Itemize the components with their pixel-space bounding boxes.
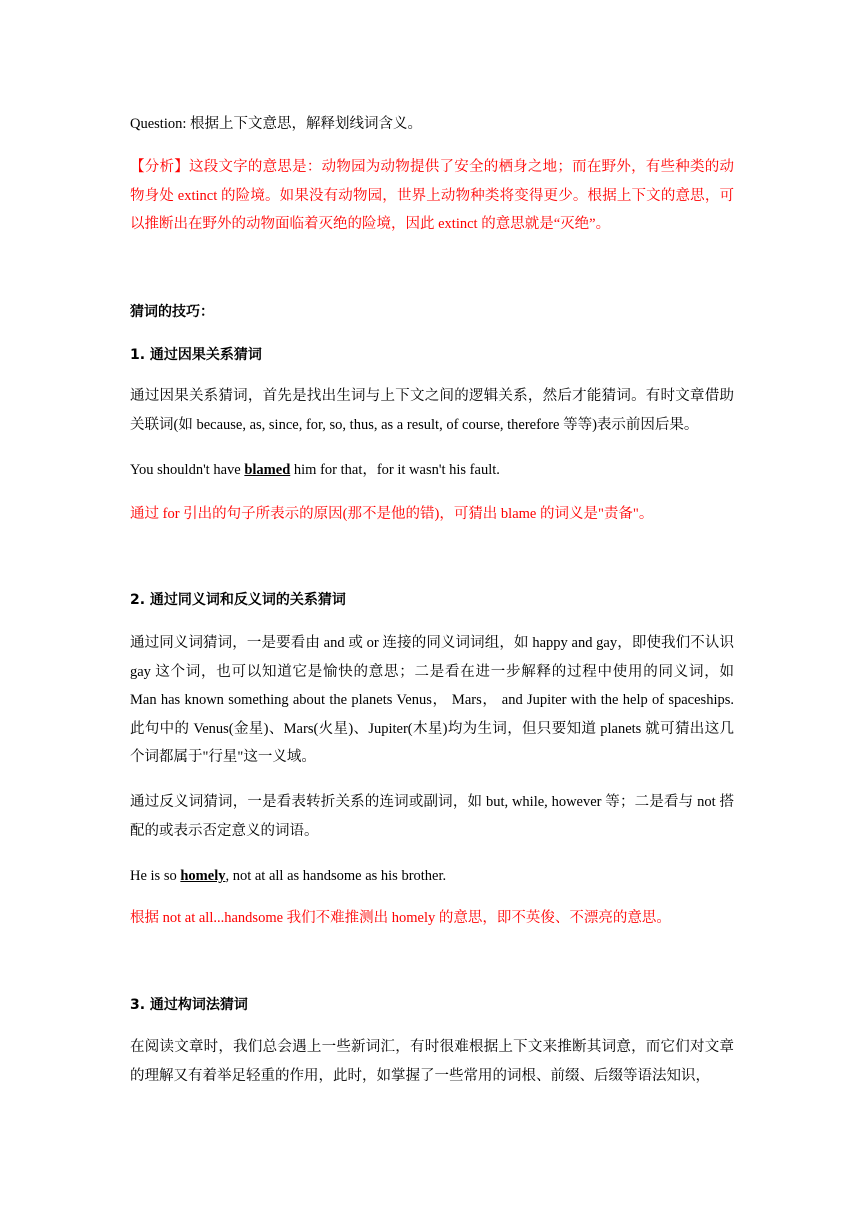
analysis-label: 【分析】 — [130, 159, 189, 175]
section3-body: 在阅读文章时，我们总会遇上一些新词汇，有时很难根据上下文来推断其词意，而它们对文章的理解又有着举足轻重的作用，此时，如掌握了一些常用的词根、前缀、后缀等语法知识， — [130, 1039, 734, 1084]
analysis-text: 这段文字的意思是：动物园为动物提供了安全的栖身之地；而在野外，有些种类的动物身处 extinct 的险境。如果没有动物园，世界上动物种类将变得更少。根据上下文的意思，可以推断出在野外的动物面临着灭绝的险境，因此 extinct 的意思就是“灭绝”。 — [130, 159, 734, 232]
section2-example-before: He is so — [130, 868, 181, 884]
section2-example-after: , not at all as handsome as his brother. — [225, 868, 447, 884]
section1-example-after: him for that，for it wasn't his fault. — [290, 462, 500, 478]
section1-example-word: blamed — [244, 462, 291, 478]
section3-heading: 3. 通过构词法猜词 — [130, 997, 248, 1013]
section2-note: 根据 not at all...handsome 我们不难推测出 homely 的意思，即不英俊、不漂亮的意思。 — [130, 910, 671, 926]
section1-example — [130, 456, 734, 485]
section1-heading: 1. 通过因果关系猜词 — [130, 347, 262, 363]
analysis-paragraph — [130, 153, 734, 239]
section2-body1: 通过同义词猜词，一是要看由 and 或 or 连接的同义词词组，如 happy and gay，即使我们不认识 gay 这个词，也可以知道它是愉快的意思；二是看在进一步解释的过程中使用的同义词，如 Man has known something about the planets Venus， Mars， and Jupiter with the help of spaceships.此句中的 Venus(金星)、Mars(火星)、Jupiter(木星)均为生词，但只要知道 planets 就可猜出这几个词都属于"行星"这一义域。 — [130, 635, 734, 765]
section1-body: 通过因果关系猜词，首先是找出生词与上下文之间的逻辑关系，然后才能猜词。有时文章借助关联词(如 because, as, since, for, so, thus, as a result, of course, therefore 等等)表示前因后果。 — [130, 388, 734, 433]
section2-body2: 通过反义词猜词，一是看表转折关系的连词或副词，如 but, while, however 等；二是看与 not 搭配的或表示否定意义的词语。 — [130, 794, 734, 839]
section2-example-word: homely — [180, 868, 226, 884]
question-text: Question: 根据上下文意思，解释划线词含义。 — [130, 116, 423, 132]
section2-heading: 2. 通过同义词和反义词的关系猜词 — [130, 592, 346, 608]
section1-note: 通过 for 引出的句子所表示的原因(那不是他的错)，可猜出 blame 的词义是"责备"。 — [130, 506, 654, 522]
section2-example — [130, 862, 734, 891]
tips-title: 猜词的技巧： — [130, 304, 214, 320]
section1-example-before: You shouldn't have — [130, 462, 245, 478]
